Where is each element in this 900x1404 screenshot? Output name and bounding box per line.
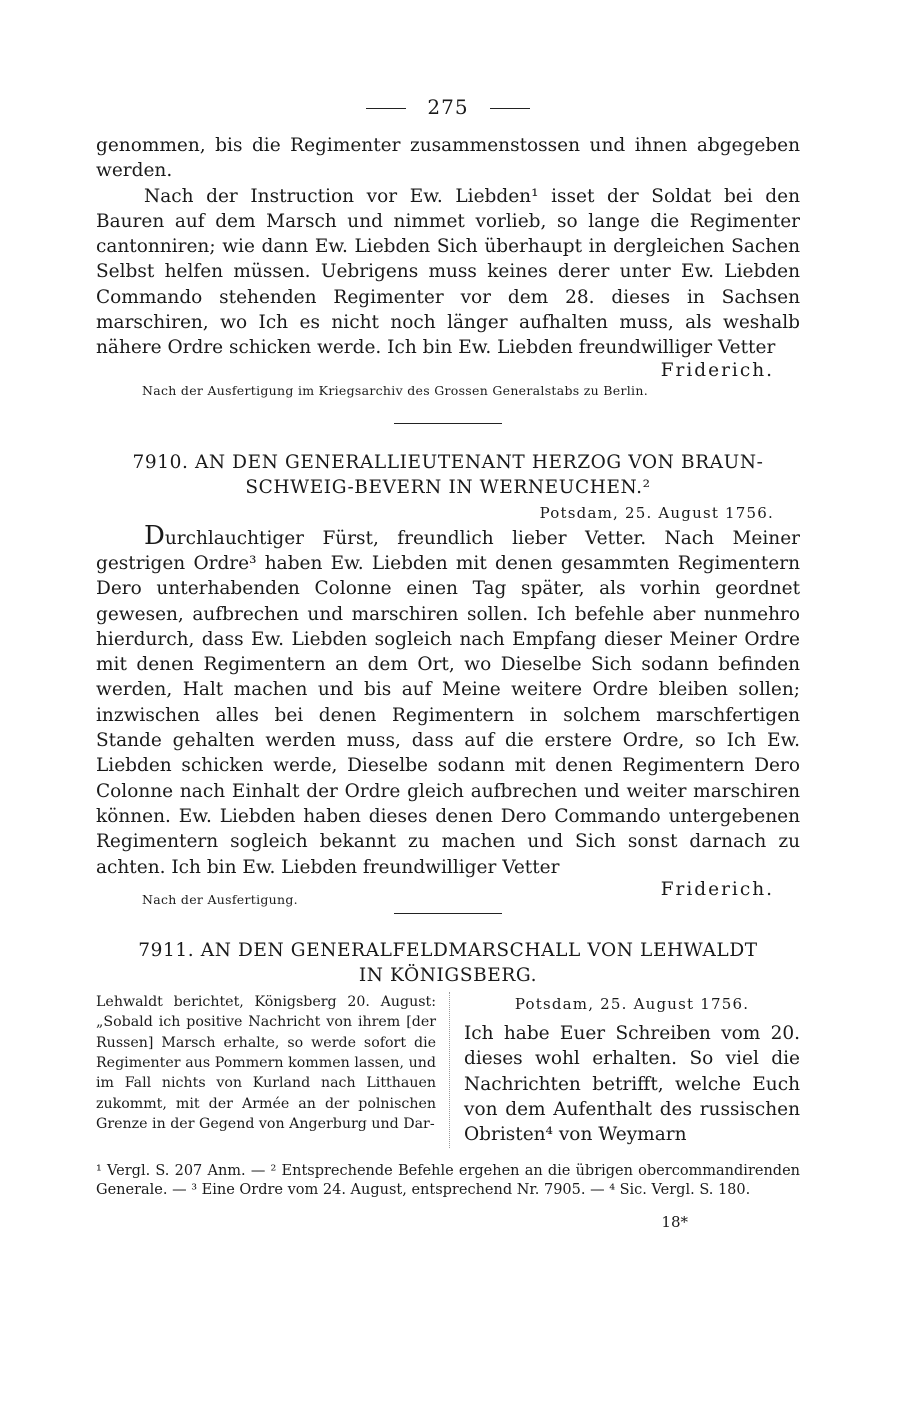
signature-friderich-2: Friderich. — [660, 878, 774, 900]
document-7910-title-line1: 7910. AN DEN GENERALLIEUTENANT HERZOG VON BRAUN- — [132, 451, 764, 473]
signature-friderich-1: Friderich. — [660, 359, 774, 381]
page-header — [96, 95, 800, 133]
document-7911-dateline: Potsdam, 25. August 1756. — [514, 994, 750, 1013]
continuation-paragraph-2: Nach der Instruction vor Ew. Liebden¹ isset der Soldat bei den Bauren auf dem Marsch und nimmet vorlieb, so lange die Regimenter cantonniren; wie dann Ew. Liebden Sich überhaupt in dergleichen Sachen Selbst helfen müssen. Uebrigens muss keines derer unter Ew. Liebden Commando stehenden Regimenter vor dem 28. dieses in Sachsen marschiren, wo Ich es nicht noch länger aufhalten muss, als weshalb nähere Ordre schicken werde. Ich bin Ew. Liebden freundwilliger Vetter — [96, 185, 800, 359]
letter-column — [464, 992, 800, 1148]
dropcap: D — [144, 520, 165, 551]
header-dash-left — [366, 108, 406, 109]
document-7910-body — [96, 520, 800, 880]
document-7911-title-line2: IN KÖNIGSBERG. — [358, 964, 538, 986]
two-column-section — [96, 992, 800, 1148]
source-note-2: Nach der Ausfertigung. — [142, 891, 298, 907]
continuation-paragraph-1: genommen, bis die Regimenter zusammenstossen und ihnen abgegeben werden. — [96, 135, 800, 182]
footnotes: ¹ Vergl. S. 207 Anm. — ² Entsprechende Befehle ergehen an die übrigen obercommandirenden Generale. — ³ Eine Ordre vom 24. August, entsprechend Nr. 7905. — ⁴ Sic. Vergl. S. 180. — [96, 1162, 800, 1199]
document-7911-title-line1: 7911. AN DEN GENERALFELDMARSCHALL VON LEHWALDT — [138, 939, 758, 961]
source-note-1: Nach der Ausfertigung im Kriegsarchiv des Grossen Generalstabs zu Berlin. — [142, 382, 648, 398]
page-number: 275 — [427, 95, 469, 119]
column-separator — [449, 992, 451, 1148]
document-7911-body: Ich habe Euer Schreiben vom 20. dieses wohl erhalten. So viel die Nachrichten betrifft, welche Euch von dem Aufenthalt des russischen Obristen⁴ von Weymarn — [464, 1023, 800, 1146]
document-7910-body-text: urchlauchtiger Fürst, freundlich lieber Vetter. Nach Meiner gestrigen Ordre³ haben Ew. Liebden mit denen gesammten Regimentern Dero unterhabenden Colonne einen Tag später, als vorhin geordnet gewesen, aufbrechen und marschiren sollen. Ich befehle aber nunmehro hierdurch, dass Ew. Liebden sogleich nach Empfang dieser Meiner Ordre mit denen Regimentern an dem Ort, wo Dieselbe Sich sodann befinden werden, Halt machen und bis auf Meine weitere Ordre bleiben sollen; inzwischen alles bei denen Regimentern in solchem marschfertigen Stande gehalten werden muss, dass auf die erstere Ordre, so Ich Ew. Liebden schicken werde, Dieselbe sodann mit denen Regimentern Dero Colonne nach Einhalt der Ordre gleich aufbrechen und weiter marschiren können. Ew. Liebden haben dieses denen Dero Commando untergebenen Regimentern sogleich bekannt zu machen und Sich sonst darnach zu achten. Ich bin Ew. Liebden freundwilliger Vetter — [96, 527, 800, 878]
document-7910-title-line2: SCHWEIG-BEVERN IN WERNEUCHEN.² — [245, 476, 651, 498]
book-page — [96, 95, 800, 1231]
document-7910-dateline: Potsdam, 25. August 1756. — [539, 503, 774, 522]
summary-column: Lehwaldt berichtet, Königsberg 20. August: „Sobald ich positive Nachricht von ihrem [der Russen] Marsch erhalte, so werde sofort die Regimenter aus Pommern kommen lassen, und im Fall nichts von Kurland nach Litthauen zukommt, mit der Armée an der polnischen Grenze in der Gegend von Angerburg und Dar- — [96, 993, 436, 1133]
printer-signature-mark: 18* — [661, 1212, 688, 1231]
header-dash-right — [490, 108, 530, 109]
